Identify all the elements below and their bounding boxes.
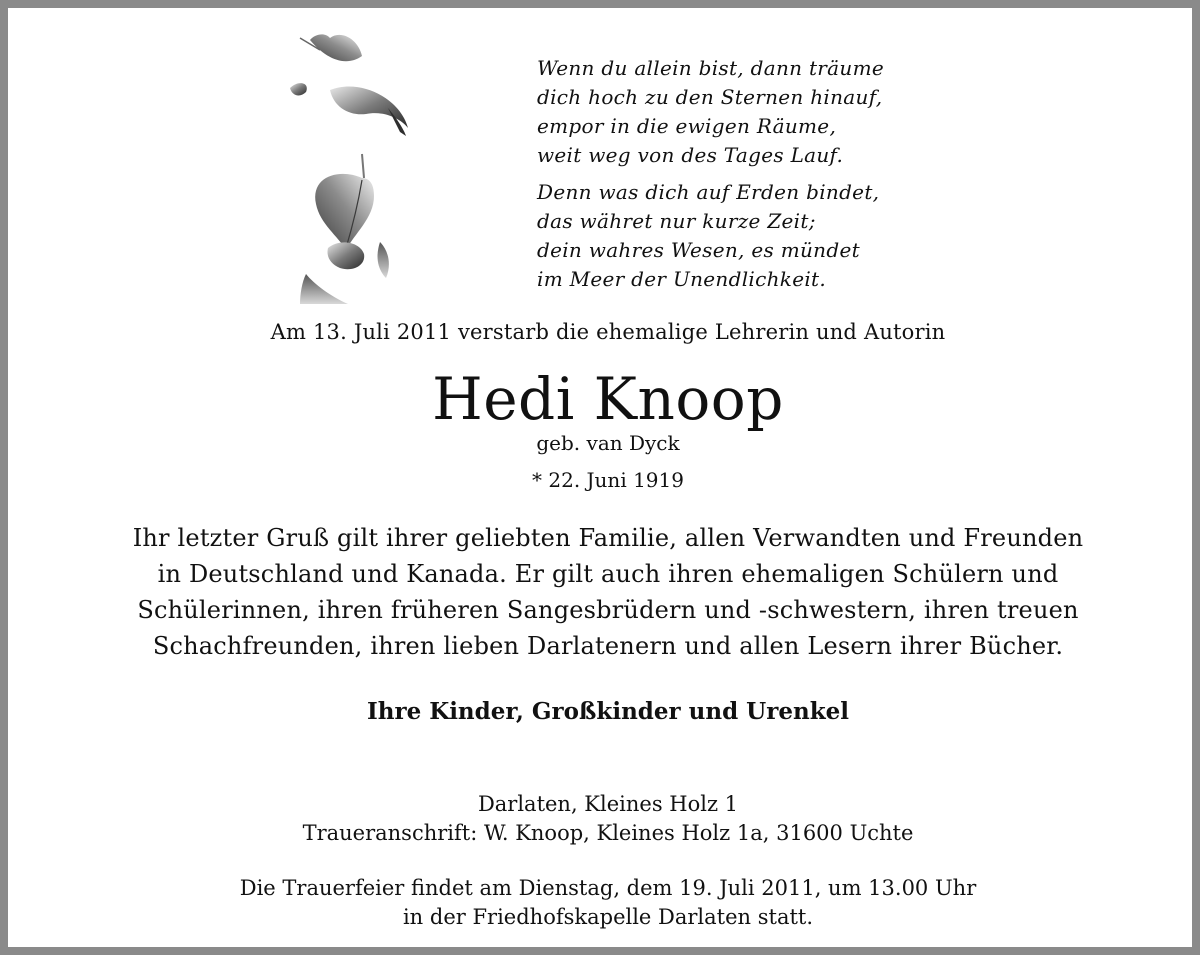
funeral-line: Die Trauerfeier findet am Dienstag, dem 19. Juli 2011, um 13.00 Uhr [239,876,977,900]
poem-line: Wenn du allein bist, dann träume [537,56,884,80]
farewell-message [68,520,1148,664]
poem-line: dein wahres Wesen, es mündet [537,238,860,262]
address-block [8,790,1200,848]
funeral-line: in der Friedhofskapelle Darlaten statt. [402,905,814,929]
poem [537,54,997,294]
poem-stanza-1 [537,54,997,170]
address-line: Traueranschrift: W. Knoop, Kleines Holz 1a, 31600 Uchte [302,821,914,845]
death-announcement: Am 13. Juli 2011 verstarb die ehemalige Lehrerin und Autorin [270,320,946,344]
leaf-curved [330,86,408,136]
mourners-signature: Ihre Kinder, Großkinder und Urenkel [366,698,850,725]
poem-line: Denn was dich auf Erden bindet, [537,180,880,204]
leaf-bottom [300,242,389,304]
address-line: Darlaten, Kleines Holz 1 [477,792,739,816]
poem-line: empor in die ewigen Räume, [537,114,837,138]
poem-line: weit weg von des Tages Lauf. [537,143,844,167]
message-line: Schachfreunden, ihren lieben Darlatenern und allen Lesern ihrer Bücher. [152,632,1064,660]
maiden-name: geb. van Dyck [536,431,680,455]
message-line: Ihr letzter Gruß gilt ihrer geliebten Familie, allen Verwandten und Freunden [132,524,1084,552]
poem-line: im Meer der Unendlichkeit. [537,267,827,291]
message-line: in Deutschland und Kanada. Er gilt auch ihren ehemaligen Schülern und [157,560,1059,588]
falling-leaves-illustration [270,28,410,304]
funeral-info [8,874,1200,932]
poem-stanza-2 [537,178,997,294]
leaf-heart [315,154,374,250]
birth-date: * 22. Juni 1919 [532,468,684,492]
message-line: Schülerinnen, ihren früheren Sangesbrüdern und -schwestern, ihren treuen [137,596,1079,624]
leaf-top [290,34,362,95]
deceased-name: Hedi Knoop [432,365,784,433]
poem-line: dich hoch zu den Sternen hinauf, [537,85,883,109]
poem-line: das währet nur kurze Zeit; [537,209,816,233]
